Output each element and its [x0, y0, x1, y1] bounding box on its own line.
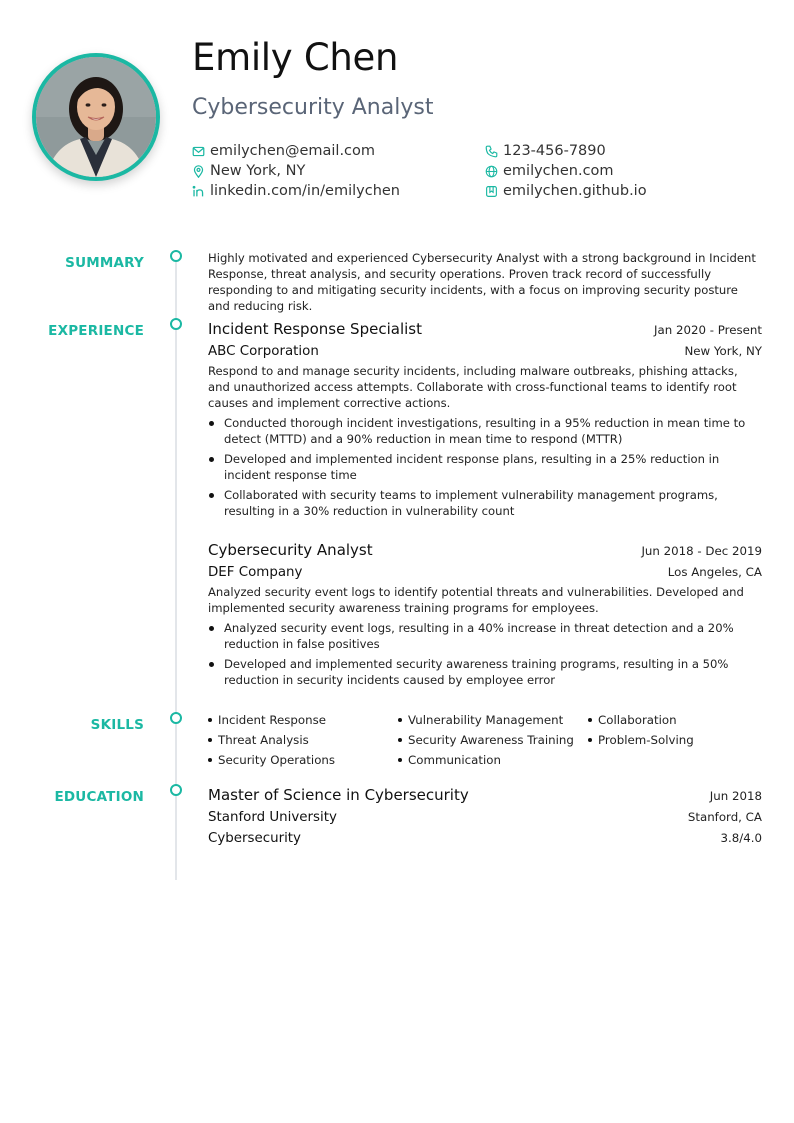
job-dates: Jan 2020 - Present	[654, 323, 762, 337]
degree-title: Master of Science in Cybersecurity	[208, 786, 469, 804]
skill-item: Security Awareness Training	[398, 732, 588, 748]
linkedin-text: linkedin.com/in/emilychen	[210, 183, 400, 199]
candidate-title: Cybersecurity Analyst	[192, 95, 434, 120]
globe-icon	[485, 165, 498, 178]
job-bullets	[208, 415, 762, 519]
website-text: emilychen.com	[503, 163, 614, 179]
job-bullet: Developed and implemented incident response plans, resulting in a 25% reduction in incident response time	[208, 451, 762, 483]
section-title-experience: EXPERIENCE	[48, 323, 144, 339]
contact-phone[interactable]	[485, 143, 606, 159]
job-bullets	[208, 620, 762, 688]
skills-grid	[208, 712, 762, 768]
job-bullet: Collaborated with security teams to implement vulnerability management programs, resulting in a 30% reduction in vulnerability count	[208, 487, 762, 519]
skill-item: Collaboration	[588, 712, 762, 728]
experience-item	[208, 320, 762, 519]
job-location: Los Angeles, CA	[667, 565, 762, 579]
timeline-dot-summary	[170, 250, 182, 262]
education-item	[208, 786, 762, 846]
job-title: Cybersecurity Analyst	[208, 541, 373, 559]
section-title-skills: SKILLS	[90, 717, 144, 733]
skills-section	[208, 712, 762, 768]
job-title: Incident Response Specialist	[208, 320, 422, 338]
contact-location	[192, 163, 305, 179]
job-dates: Jun 2018 - Dec 2019	[641, 544, 762, 558]
candidate-name: Emily Chen	[192, 36, 399, 79]
summary-section	[208, 250, 762, 314]
linkedin-icon	[192, 185, 205, 198]
github-icon	[485, 185, 498, 198]
email-text: emilychen@email.com	[210, 143, 376, 159]
contact-github[interactable]	[485, 183, 647, 199]
school-name: Stanford University	[208, 810, 337, 825]
skill-item: Vulnerability Management	[398, 712, 588, 728]
contact-email[interactable]	[192, 143, 375, 159]
job-location: New York, NY	[684, 344, 762, 358]
company-name: DEF Company	[208, 565, 303, 580]
skill-item: Communication	[398, 752, 588, 768]
mail-icon	[192, 145, 205, 158]
contact-website[interactable]	[485, 163, 614, 179]
location-icon	[192, 165, 205, 178]
profile-photo	[36, 57, 156, 177]
job-description: Respond to and manage security incidents, including malware outbreaks, phishing attacks, and unauthorized access attempts. Collaborate with cross-functional teams to identify root causes and implement corrective actions.	[208, 364, 738, 410]
contact-linkedin[interactable]	[192, 183, 400, 199]
education-date: Jun 2018	[709, 789, 762, 803]
field-of-study: Cybersecurity	[208, 831, 301, 846]
timeline-dot-experience	[170, 318, 182, 330]
timeline-dot-education	[170, 784, 182, 796]
section-title-summary: SUMMARY	[65, 255, 144, 271]
job-bullet: Developed and implemented security awareness training programs, resulting in a 50% reduction in security incidents caused by employee error	[208, 656, 762, 688]
experience-item	[208, 541, 762, 688]
phone-icon	[485, 145, 498, 158]
gpa: 3.8/4.0	[720, 831, 762, 845]
skill-item: Security Operations	[208, 752, 398, 768]
job-description: Analyzed security event logs to identify potential threats and vulnerabilities. Developed and implemented security awareness training programs for employees.	[208, 585, 744, 615]
summary-text: Highly motivated and experienced Cybersecurity Analyst with a strong background in Incident Response, threat analysis, and security operations. Proven track record of successfully responding to and mitigating security incidents, with a focus on improving security posture and reducing risk.	[208, 251, 756, 313]
location-text: New York, NY	[210, 163, 306, 179]
timeline-dot-skills	[170, 712, 182, 724]
skill-item: Problem-Solving	[588, 732, 762, 748]
github-text: emilychen.github.io	[503, 183, 647, 199]
section-title-education: EDUCATION	[54, 789, 144, 805]
school-location: Stanford, CA	[687, 810, 762, 824]
job-bullet: Conducted thorough incident investigations, resulting in a 95% reduction in mean time to detect (MTTD) and a 90% reduction in mean time to respond (MTTR)	[208, 415, 762, 447]
avatar	[32, 53, 160, 181]
job-bullet: Analyzed security event logs, resulting in a 40% increase in threat detection and a 20% reduction in false positives	[208, 620, 762, 652]
skill-item: Threat Analysis	[208, 732, 398, 748]
phone-text: 123-456-7890	[503, 143, 606, 159]
skill-item: Incident Response	[208, 712, 398, 728]
company-name: ABC Corporation	[208, 344, 319, 359]
